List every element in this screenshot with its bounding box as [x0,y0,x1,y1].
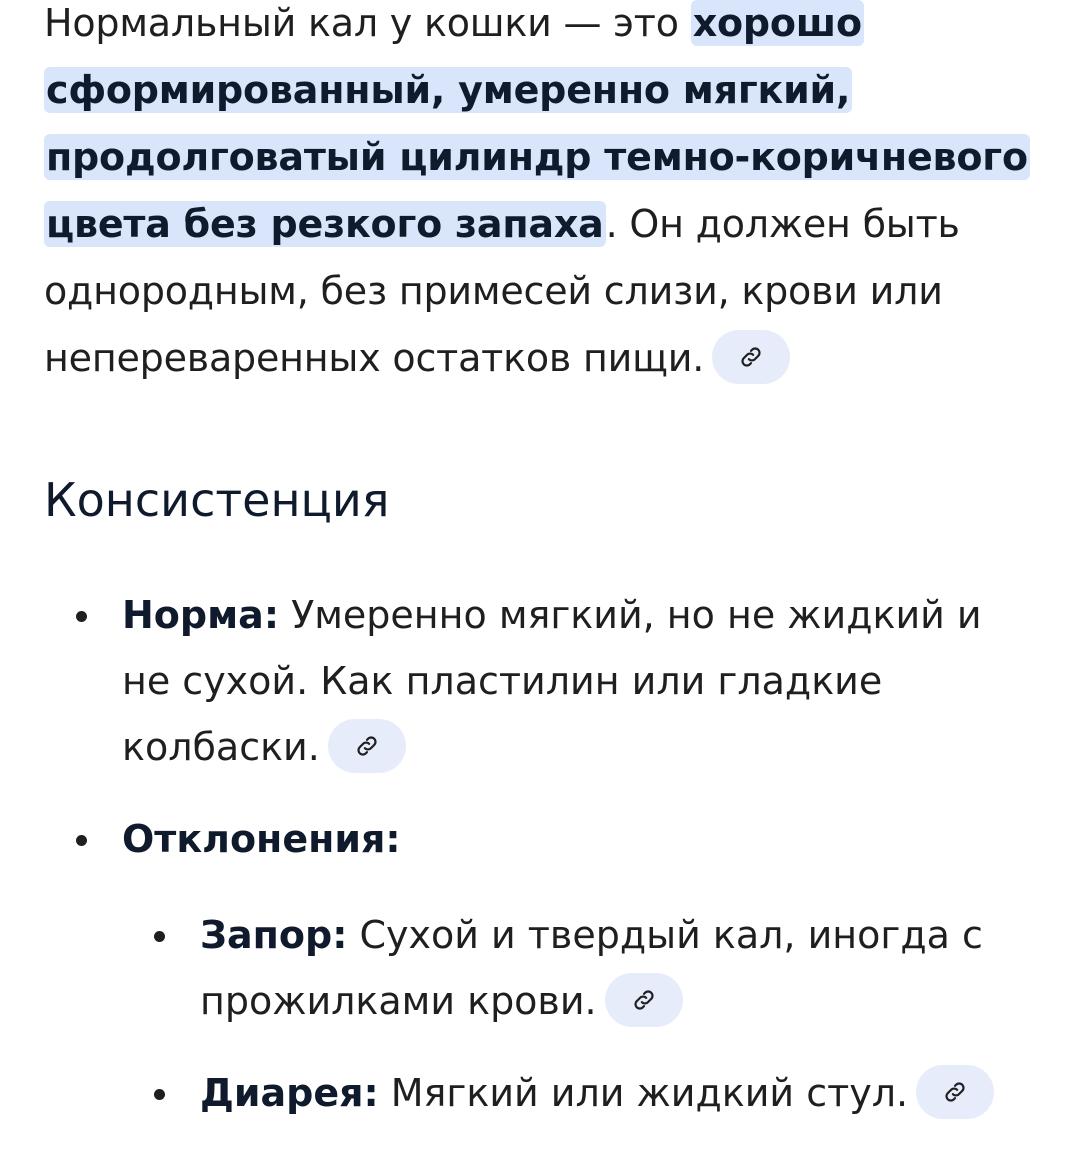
intro-text-after: . Он должен быть однородным, без примесей слизи, крови или непереваренных остатков пищи. [44,202,960,380]
list-item [44,582,1034,780]
deviations-list [122,902,1034,1126]
list-item [44,806,1034,1126]
list-item-term: Отклонения: [122,817,401,861]
list-item [122,902,1034,1034]
list-item-text: Мягкий или жидкий стул. [378,1071,909,1115]
link-icon [738,344,764,370]
link-icon [942,1079,968,1105]
list-item-text: Умеренно мягкий, но не жидкий и не сухой. Как пластилин или гладкие колбаски. [122,593,982,769]
list-item-term: Запор: [200,913,348,957]
list-item-term: Диарея: [200,1071,379,1115]
source-link-button[interactable] [605,973,683,1027]
intro-text-before: Нормальный кал у кошки — это [44,1,691,45]
intro-paragraph [44,0,1034,392]
list-item-text: Сухой и твердый кал, иногда с прожилками крови. [200,913,983,1023]
source-link-button[interactable] [916,1065,994,1119]
source-link-button[interactable] [712,330,790,384]
link-icon [354,733,380,759]
source-link-button[interactable] [328,719,406,773]
list-item [122,1060,1034,1126]
answer-content [44,0,1034,1152]
link-icon [631,987,657,1013]
section-heading: Консистенция [44,473,390,527]
highlighted-text[interactable]: хорошо сформированный, умеренно мягкий, продолговатый цилиндр темно-коричневого цвета без резкого запаха [46,1,1028,246]
list-item-term: Норма: [122,593,280,637]
consistency-list [44,582,1034,1126]
